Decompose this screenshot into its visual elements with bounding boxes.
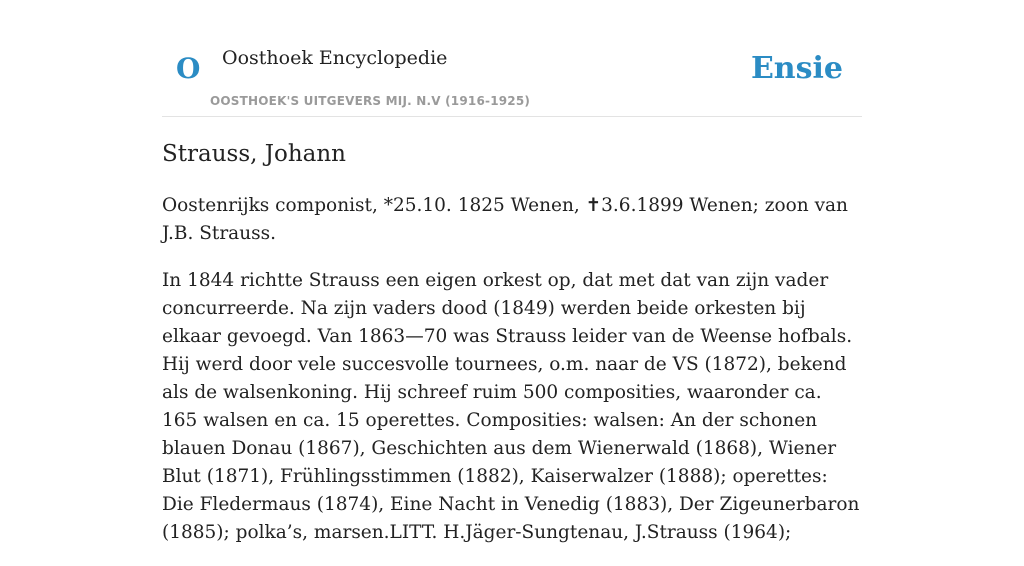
entry-title: Strauss, Johann <box>162 141 346 167</box>
publisher-label: OOSTHOEK'S UITGEVERS MIJ. N.V (1916-1925) <box>210 94 531 108</box>
entry-content <box>162 192 862 566</box>
site-header <box>162 0 862 117</box>
source-logo-icon[interactable]: O <box>176 52 201 85</box>
entry-paragraph: Oostenrijks componist, *25.10. 1825 Wenen, ✝3.6.1899 Wenen; zoon van J.B. Strauss. <box>162 195 848 244</box>
ensie-logo-link[interactable]: Ensie <box>750 51 843 86</box>
entry-paragraph: In 1844 richtte Strauss een eigen orkest op, dat met dat van zijn vader concurreerde. Na zijn vaders dood (1849) werden beide orkesten bij elkaar gevoegd. Van 1863—70 was Strauss leider van de Weense hofbals. Hij werd door vele succesvolle tournees, o.m. naar de VS (1872), bekend als de walsenkoning. Hij schreef ruim 500 composities, waaronder ca. 165 walsen en ca. 15 operettes. Composities: walsen: An der schonen blauen Donau (1867), Geschichten aus dem Wienerwald (1868), Wiener Blut (1871), Frühlingsstimmen (1882), Kaiserwalzer (1888); operettes: Die Fledermaus (1874), Eine Nacht in Venedig (1883), Der Zigeunerbaron (1885); polka’s, marsen.LITT. H.Jäger-Sungtenau, J.Strauss (1964); <box>162 270 860 543</box>
source-title[interactable]: Oosthoek Encyclopedie <box>222 47 448 69</box>
page <box>162 0 862 543</box>
